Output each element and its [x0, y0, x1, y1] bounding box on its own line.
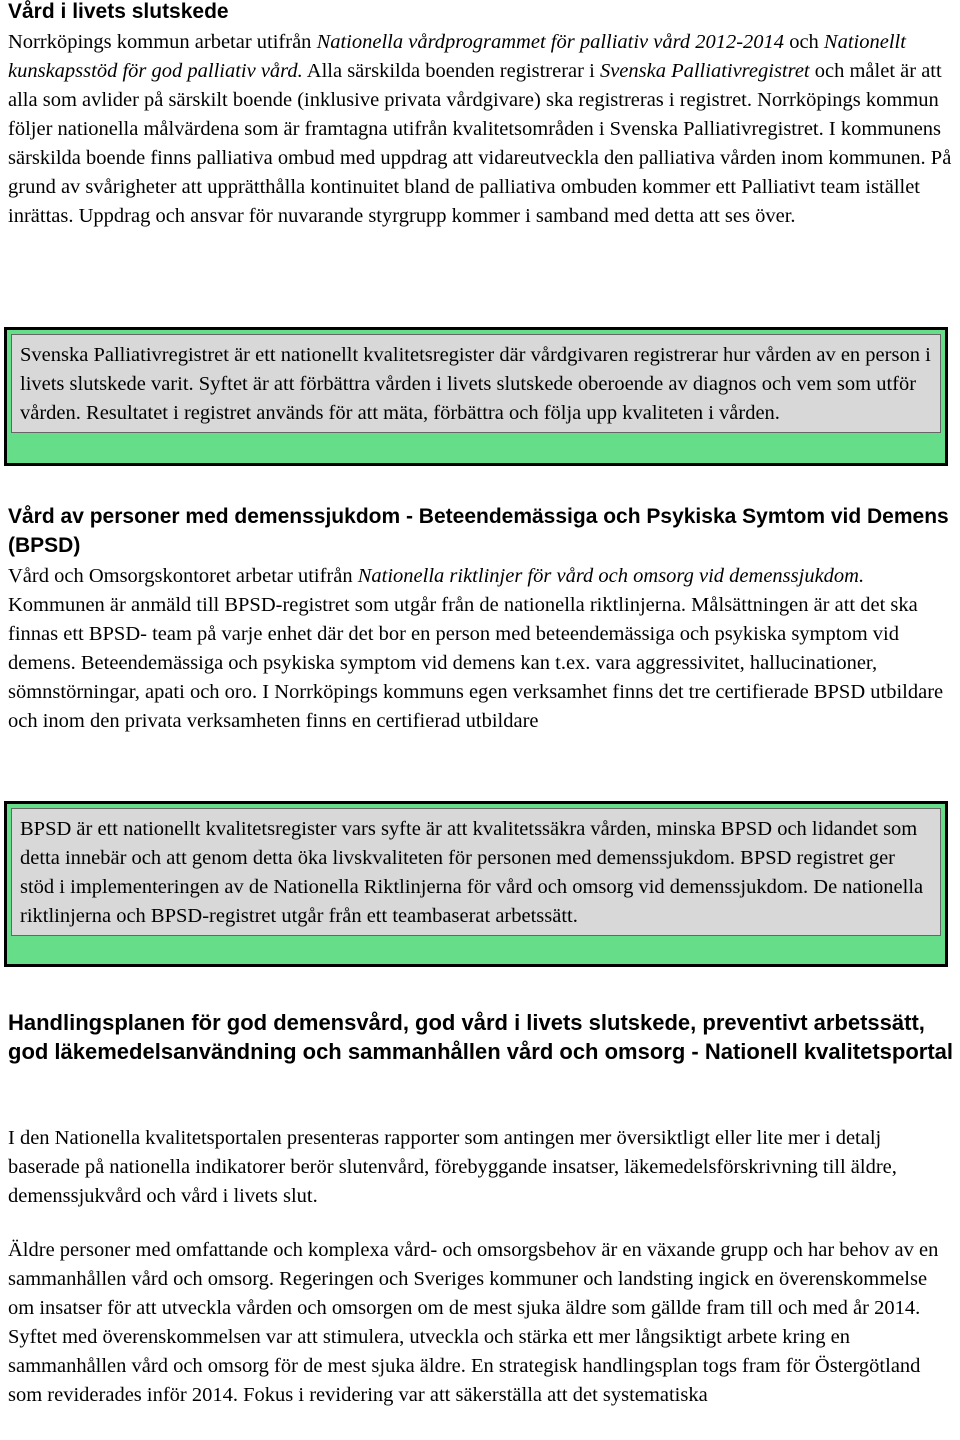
info-box-inner [11, 808, 941, 936]
section-paragraph-dementia-care [8, 562, 956, 736]
section-paragraph-elderly-care: Äldre personer med omfattande och komplexa vård- och omsorgsbehov är en växande grupp och har behov av en sammanhållen vård och omsorg. Regeringen och Sveriges kommuner och landsting ingick en överenskommelse om insatser för att utveckla vården och omsorgen om de mest sjuka äldre som gällde fram till och med år 2014. Syftet med överenskommelsen var att stimulera, utveckla och stärka ett mer långsiktigt arbete kring en sammanhållen vård och omsorg för de mest sjuka äldre. En strategisk handlingsplan togs fram för Östergötland som reviderades inför 2014. Fokus i revidering var att säkerställa att det systematiska [8, 1239, 939, 1406]
section-heading-action-plan: Handlingsplanen för god demensvård, god vård i livets slutskede, preventivt arbetssätt, god läkemedelsanvändning och sammanhållen vård och omsorg - Nationell kvalitetsportal [8, 1010, 954, 1064]
info-box-text: Svenska Palliativregistret är ett nationellt kvalitetsregister där vårdgivaren registrerar hur vården av en person i livets slutskede varit. Syftet är att förbättra vården i livets slutskede oberoende av diagnos och vem som utför vården. Resultatet i registret används för att mäta, förbättra och följa upp kvaliteten i vården. [20, 344, 931, 424]
text-run: Vård och Omsorgskontoret arbetar utifrån [8, 565, 358, 587]
info-box-inner [11, 334, 941, 433]
section-paragraph-palliative-care [8, 28, 956, 231]
info-box-text: BPSD är ett nationellt kvalitetsregister vars syfte är att kvalitetssäkra vården, minska BPSD och lidandet som detta innebär och att genom detta öka livskvaliteten för personen med demenssjukdom. BPSD registret ger stöd i implementeringen av de Nationella Riktlinjerna för vård och omsorg vid demenssjukdom. De nationella riktlinjerna och BPSD-registret utgår från ett teambaserat arbetssätt. [20, 818, 924, 927]
text-run: och målet är att alla som avlider på särskilt boende (inklusive privata vårdgivare) ska registreras i registret. Norrköpings kommun följer nationella målvärdena som är framtagna utifrån kvalitetsområden i Svenska Palliativregistret. I kommunens särskilda boende finns palliativa ombud med uppdrag att vidareutveckla den palliativa vården inom kommunen. På grund av svårigheter att upprätthålla kontinuitet bland de palliativa ombuden kommer ett Palliativt team istället inrättas. Uppdrag och ansvar för nuvarande styrgrupp kommer i samband med detta att ses över. [8, 60, 952, 227]
text-run: Norrköpings kommun arbetar utifrån [8, 31, 317, 53]
italic-reference: Svenska Palliativregistret [599, 60, 810, 82]
italic-reference: Nationellt kunskapsstöd för god palliativ vård. [8, 31, 906, 82]
text-run: och [784, 31, 824, 53]
italic-reference: Nationella vårdprogrammet för palliativ vård 2012-2014 [316, 31, 785, 53]
section-heading-dementia-care: Vård av personer med demenssjukdom - Beteendemässiga och Psykiska Symtom vid Demens (BPSD) [8, 505, 949, 557]
italic-reference: Nationella riktlinjer för vård och omsorg vid demenssjukdom. [357, 565, 865, 587]
text-run: Kommunen är anmäld till BPSD-registret som utgår från de nationella riktlinjerna. Målsättningen är att det ska finnas ett BPSD- team på varje enhet där det bor en person med beteendemässiga och psykiska symptom vid demens. Beteendemässiga och psykiska symptom vid demens kan t.ex. vara aggressivitet, hallucinationer, sömnstörningar, apati och oro. I Norrköpings kommuns egen verksamhet finns det tre certifierade BPSD utbildare och inom den privata verksamheten finns en certifierad utbildare [8, 594, 944, 732]
section-heading-palliative-care: Vård i livets slutskede [8, 0, 229, 23]
info-box-bpsd-registry [4, 801, 948, 967]
section-paragraph-quality-portal: I den Nationella kvalitetsportalen presenteras rapporter som antingen mer översiktligt eller lite mer i detalj baserade på nationella indikatorer berör slutenvård, förebyggande insatser, läkemedelsförskrivning till äldre, demenssjukvård och vård i livets slut. [8, 1127, 897, 1207]
text-run: Alla särskilda boenden registrerar i [302, 60, 600, 82]
info-box-palliative-registry [4, 327, 948, 466]
